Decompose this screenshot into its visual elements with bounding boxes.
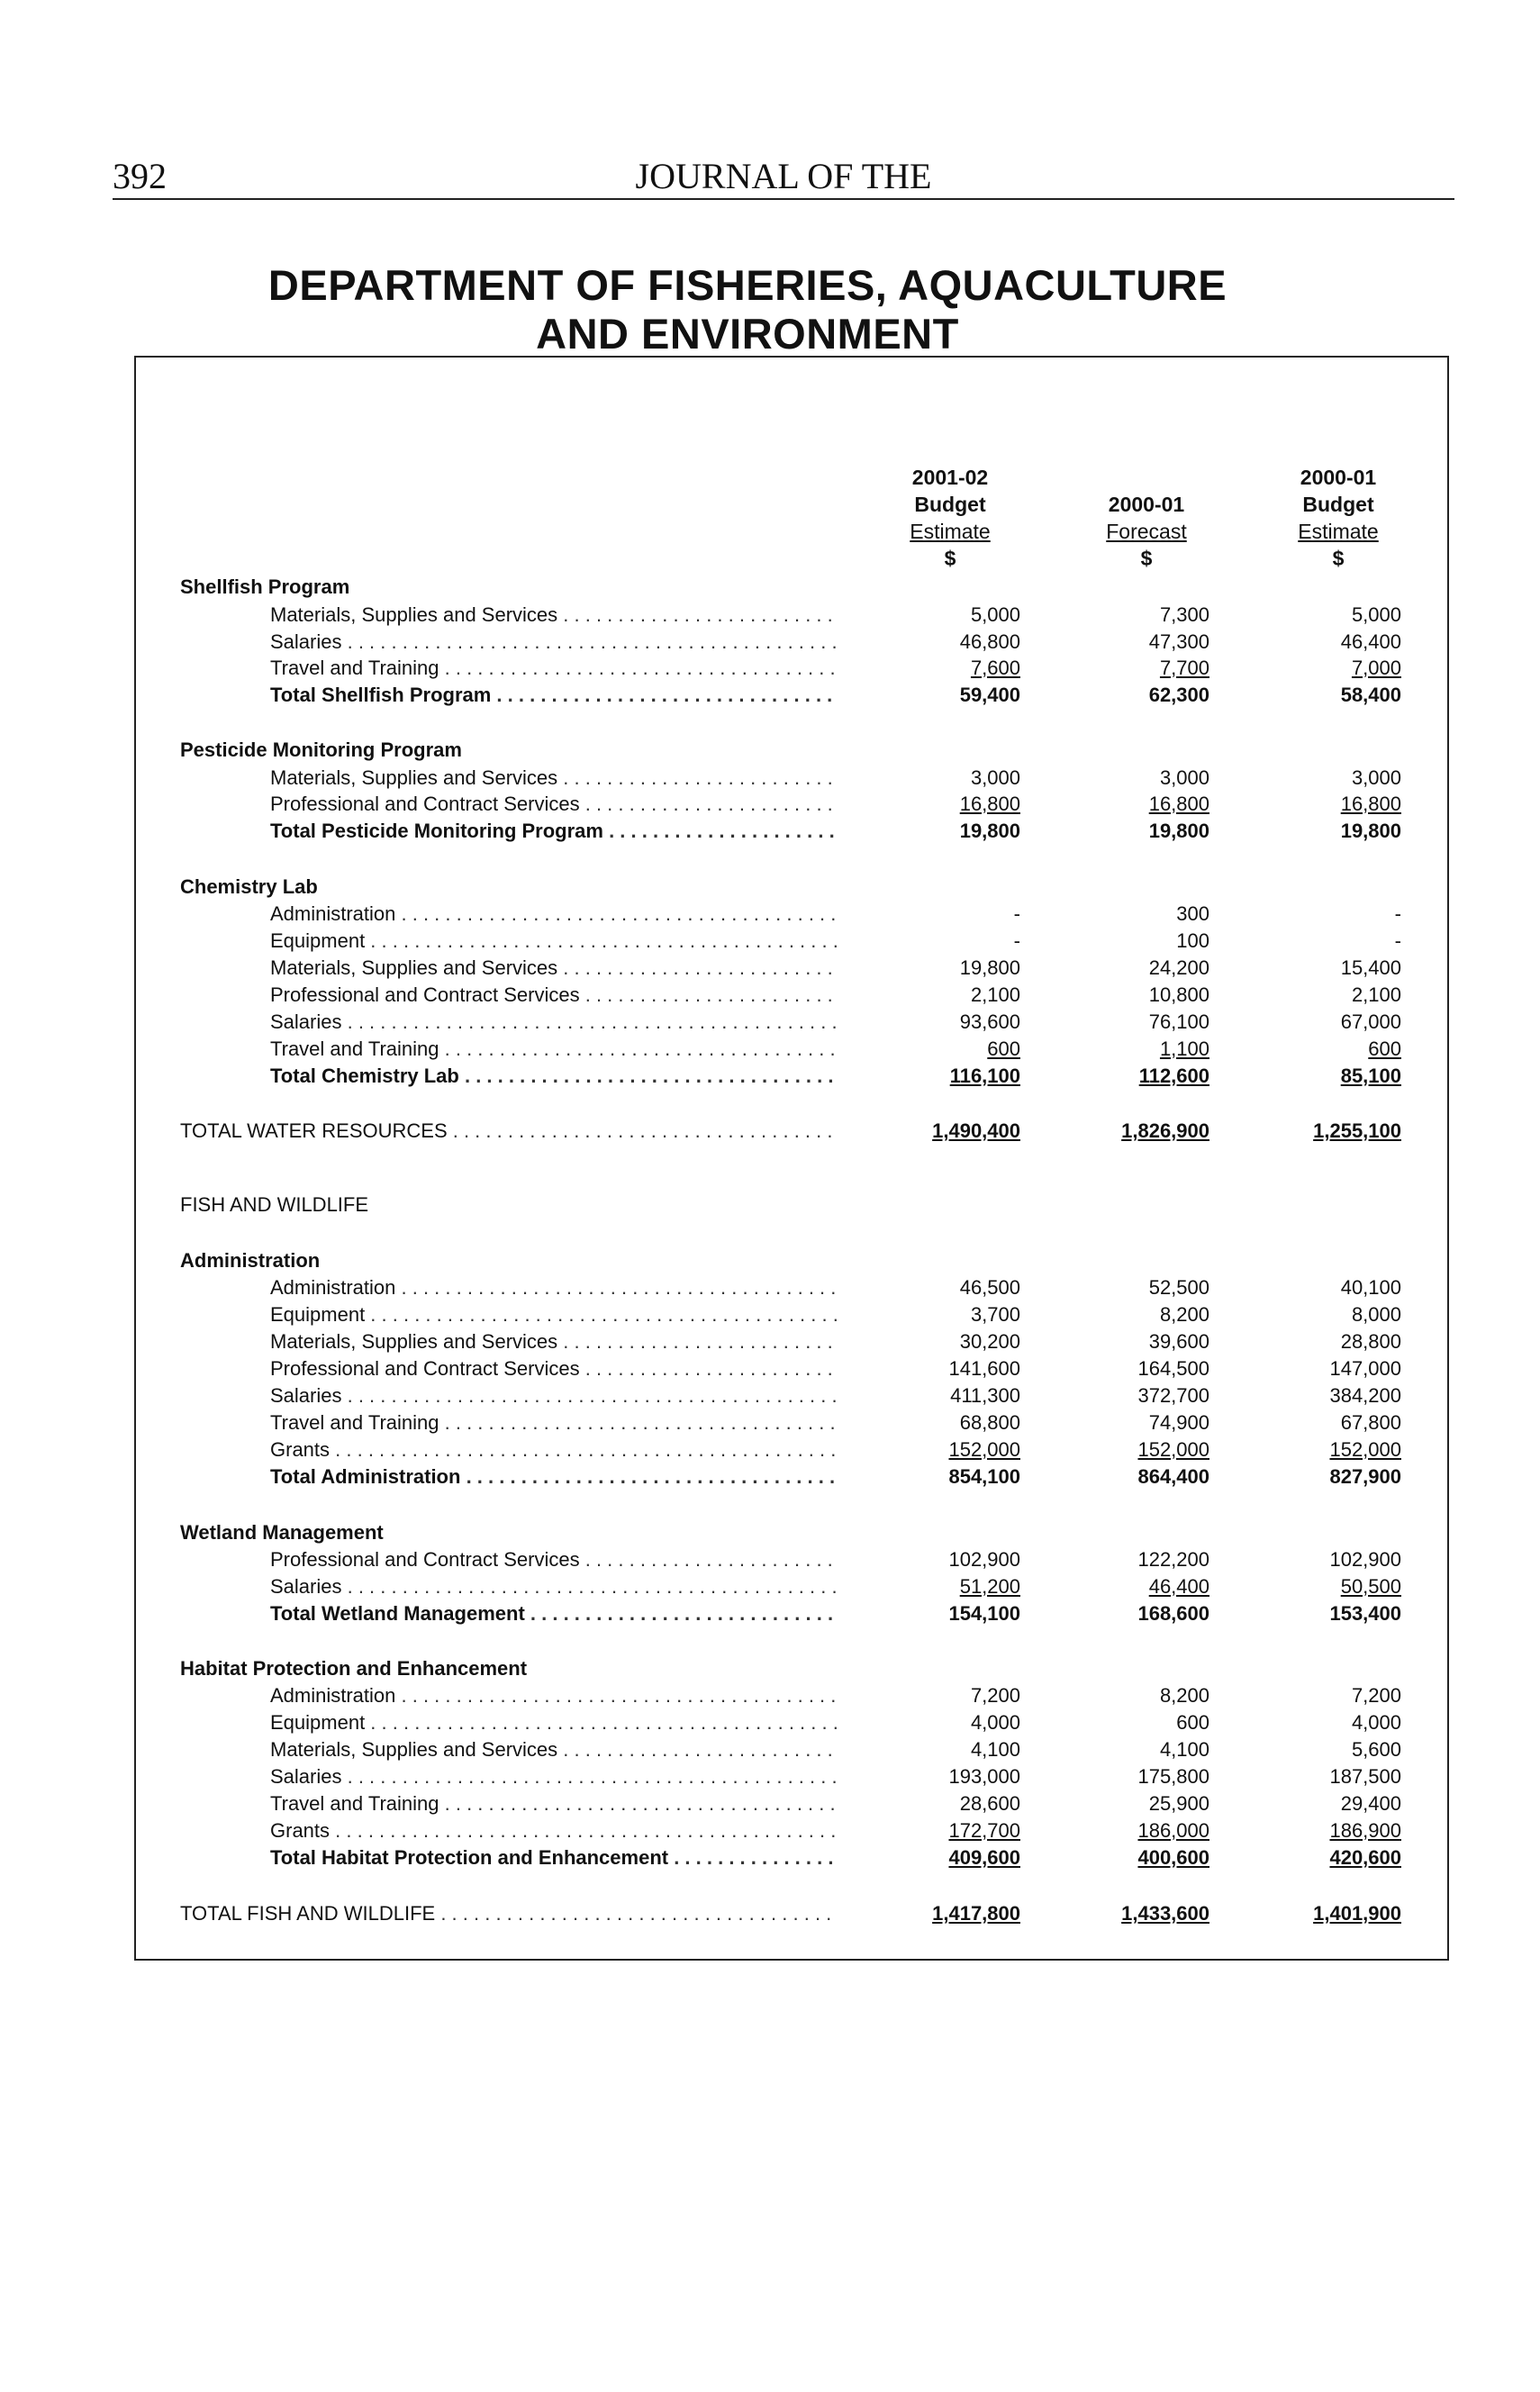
column-header-line: Budget [1302, 493, 1374, 516]
row-value: 102,900 [1329, 1548, 1401, 1571]
row-label: Professional and Contract Services . . . [270, 982, 838, 1009]
row-value: 112,600 [1138, 1065, 1209, 1087]
row-label: Salaries . . . [270, 1009, 838, 1036]
row-value: 3,700 [970, 1303, 1020, 1326]
column-header-currency: $ [1140, 547, 1153, 570]
row-value: 19,800 [1148, 820, 1209, 842]
table-row [0, 1355, 1540, 1382]
title-line-1: DEPARTMENT OF FISHERIES, AQUACULTURE [267, 261, 1227, 309]
row-value: 1,433,600 [1121, 1902, 1209, 1925]
table-row [0, 1274, 1540, 1301]
row-value: 46,500 [959, 1276, 1020, 1299]
row-value: 152,000 [948, 1438, 1020, 1461]
row-value: - [1013, 902, 1020, 925]
row-label: Travel and Training . . . [270, 1036, 838, 1063]
table-section-row [0, 737, 1540, 764]
table-row [0, 982, 1540, 1009]
row-label: Professional and Contract Services . . . [270, 1355, 838, 1382]
row-value: 25,900 [1148, 1792, 1209, 1815]
row-label: Salaries . . . [270, 1382, 838, 1409]
table-row [0, 1682, 1540, 1709]
column-header-2000-01-estimate [1248, 464, 1428, 572]
row-value: 400,600 [1137, 1846, 1209, 1869]
row-label: Administration . . . [270, 901, 838, 928]
title-line-2: AND ENVIRONMENT [536, 310, 959, 358]
column-header-line [1056, 464, 1237, 491]
row-label: Administration . . . [270, 1682, 838, 1709]
row-value: 62,300 [1148, 684, 1209, 706]
row-value: 384,200 [1329, 1384, 1401, 1407]
row-value: 15,400 [1340, 956, 1401, 979]
row-value: 7,300 [1159, 603, 1209, 626]
table-section-row [0, 874, 1540, 901]
row-value: 67,800 [1340, 1411, 1401, 1434]
row-label: TOTAL WATER RESOURCES . . . [180, 1118, 838, 1145]
row-label: FISH AND WILDLIFE [180, 1193, 369, 1216]
row-value: 40,100 [1340, 1276, 1401, 1299]
column-header-underlined: Estimate [910, 520, 991, 543]
row-value: 46,400 [1340, 630, 1401, 653]
row-label: Administration . . . [270, 1274, 838, 1301]
row-value: 1,401,900 [1313, 1902, 1401, 1925]
table-row [0, 1301, 1540, 1328]
table-row [0, 629, 1540, 656]
table-row [0, 955, 1540, 982]
row-value: 5,600 [1351, 1738, 1401, 1761]
row-label: Shellfish Program [180, 575, 350, 598]
row-value: 409,600 [948, 1846, 1020, 1869]
row-value: 85,100 [1340, 1065, 1401, 1087]
row-value: 68,800 [959, 1411, 1020, 1434]
row-label: Materials, Supplies and Services . . . [270, 765, 838, 792]
row-value: 4,100 [1159, 1738, 1209, 1761]
row-value: 122,200 [1137, 1548, 1209, 1571]
column-header-line: 2001-02 [911, 466, 989, 489]
row-label: Salaries . . . [270, 1573, 838, 1600]
row-value: - [1394, 929, 1401, 952]
row-value: 51,200 [959, 1575, 1020, 1598]
table-row [0, 1709, 1540, 1736]
row-value: 300 [1176, 902, 1209, 925]
row-value: 1,255,100 [1313, 1119, 1401, 1142]
row-value: 1,417,800 [932, 1902, 1020, 1925]
row-value: 28,600 [959, 1792, 1020, 1815]
row-label: Equipment . . . [270, 928, 838, 955]
table-section-row [0, 1519, 1540, 1546]
row-value: 93,600 [959, 1010, 1020, 1033]
row-value: 193,000 [948, 1765, 1020, 1788]
table-row [0, 1036, 1540, 1063]
row-label: Grants . . . [270, 1436, 838, 1463]
row-label: Salaries . . . [270, 1763, 838, 1790]
column-header-line [1056, 518, 1237, 545]
row-value: 864,400 [1137, 1465, 1209, 1488]
row-label: Total Habitat Protection and Enhancement . . . [270, 1844, 838, 1871]
row-value: 19,800 [959, 820, 1020, 842]
row-label: Total Pesticide Monitoring Program . . . [270, 818, 838, 845]
row-value: 52,500 [1148, 1276, 1209, 1299]
column-header-2001-02-estimate [860, 464, 1040, 572]
row-value: 19,800 [1340, 820, 1401, 842]
table-total-row [0, 1063, 1540, 1090]
row-label: Grants . . . [270, 1817, 838, 1844]
row-value: 600 [1176, 1711, 1209, 1734]
row-label: Materials, Supplies and Services . . . [270, 1736, 838, 1763]
row-value: 152,000 [1137, 1438, 1209, 1461]
row-value: 187,500 [1329, 1765, 1401, 1788]
row-value: 153,400 [1329, 1602, 1401, 1625]
table-total-row [0, 1600, 1540, 1627]
column-header-currency: $ [1332, 547, 1345, 570]
table-grand-total-row [0, 1118, 1540, 1145]
row-value: 8,200 [1159, 1303, 1209, 1326]
row-value: 186,900 [1329, 1819, 1401, 1842]
row-label: TOTAL FISH AND WILDLIFE . . . [180, 1900, 838, 1927]
row-value: 2,100 [1351, 983, 1401, 1006]
row-value: 5,000 [1351, 603, 1401, 626]
row-value: 1,490,400 [932, 1119, 1020, 1142]
table-row [0, 765, 1540, 792]
row-value: 102,900 [948, 1548, 1020, 1571]
row-label: Travel and Training . . . [270, 1409, 838, 1436]
row-label: Materials, Supplies and Services . . . [270, 1328, 838, 1355]
row-value: - [1013, 929, 1020, 952]
row-label: Administration [180, 1249, 321, 1272]
row-value: 58,400 [1340, 684, 1401, 706]
row-value: 46,400 [1148, 1575, 1209, 1598]
row-value: 8,200 [1159, 1684, 1209, 1707]
table-row [0, 1409, 1540, 1436]
row-label: Total Chemistry Lab . . . [270, 1063, 838, 1090]
page-title [162, 261, 1333, 358]
table-row [0, 655, 1540, 682]
row-label: Salaries . . . [270, 629, 838, 656]
table-row [0, 928, 1540, 955]
row-value: 7,200 [970, 1684, 1020, 1707]
row-label: Habitat Protection and Enhancement [180, 1657, 528, 1680]
row-value: 4,000 [970, 1711, 1020, 1734]
table-section-row [0, 574, 1540, 601]
row-label: Chemistry Lab [180, 875, 318, 898]
row-label: Total Shellfish Program . . . [270, 682, 838, 709]
row-value: 4,100 [970, 1738, 1020, 1761]
row-value: 5,000 [970, 603, 1020, 626]
row-value: 600 [1368, 1037, 1401, 1060]
page-number: 392 [113, 156, 167, 196]
row-value: 4,000 [1351, 1711, 1401, 1734]
table-row [0, 1436, 1540, 1463]
row-value: 7,200 [1351, 1684, 1401, 1707]
row-label: Total Wetland Management . . . [270, 1600, 838, 1627]
row-label: Pesticide Monitoring Program [180, 738, 462, 761]
page-header [113, 155, 1454, 200]
table-row [0, 1382, 1540, 1409]
row-value: 1,100 [1159, 1037, 1209, 1060]
row-value: 59,400 [959, 684, 1020, 706]
table-row [0, 1546, 1540, 1573]
row-value: 411,300 [950, 1384, 1020, 1407]
table-total-row [0, 1844, 1540, 1871]
row-value: 164,500 [1137, 1357, 1209, 1380]
row-value: 3,000 [1351, 766, 1401, 789]
row-value: 116,100 [949, 1065, 1020, 1087]
table-section-row [0, 1655, 1540, 1682]
row-value: 46,800 [959, 630, 1020, 653]
row-value: 10,800 [1148, 983, 1209, 1006]
row-label: Professional and Contract Services . . . [270, 791, 838, 818]
row-value: 19,800 [959, 956, 1020, 979]
table-row [0, 602, 1540, 629]
table-row [0, 1790, 1540, 1817]
table-row [0, 1573, 1540, 1600]
table-row [0, 1009, 1540, 1036]
column-header-underlined: Forecast [1106, 520, 1187, 543]
row-value: 141,600 [948, 1357, 1020, 1380]
row-value: 7,700 [1159, 657, 1209, 679]
row-value: 3,000 [1159, 766, 1209, 789]
row-value: 47,300 [1148, 630, 1209, 653]
row-label: Total Administration . . . [270, 1463, 838, 1490]
row-value: 152,000 [1329, 1438, 1401, 1461]
row-value: 16,800 [1148, 793, 1209, 815]
row-value: 30,200 [959, 1330, 1020, 1353]
table-row [0, 791, 1540, 818]
row-label: Equipment . . . [270, 1709, 838, 1736]
row-label: Travel and Training . . . [270, 1790, 838, 1817]
row-value: 168,600 [1137, 1602, 1209, 1625]
table-total-row [0, 818, 1540, 845]
table-row [0, 1763, 1540, 1790]
row-value: 7,600 [970, 657, 1020, 679]
row-value: 600 [987, 1037, 1020, 1060]
row-value: 39,600 [1148, 1330, 1209, 1353]
row-label: Equipment . . . [270, 1301, 838, 1328]
row-value: 1,826,900 [1121, 1119, 1209, 1142]
row-value: 175,800 [1137, 1765, 1209, 1788]
row-value: 74,900 [1148, 1411, 1209, 1434]
row-label: Professional and Contract Services . . . [270, 1546, 838, 1573]
row-value: 76,100 [1148, 1010, 1209, 1033]
table-total-row [0, 682, 1540, 709]
row-value: 3,000 [970, 766, 1020, 789]
row-value: 7,000 [1351, 657, 1401, 679]
row-value: 172,700 [948, 1819, 1020, 1842]
column-header-line: 2000-01 [1300, 466, 1377, 489]
row-value: 372,700 [1137, 1384, 1209, 1407]
row-label: Wetland Management [180, 1521, 384, 1544]
column-header-line [1248, 518, 1428, 545]
table-grand-total-row [0, 1900, 1540, 1927]
table-row [0, 1736, 1540, 1763]
table-total-row [0, 1463, 1540, 1490]
row-value: 854,100 [948, 1465, 1020, 1488]
column-header-line: Budget [914, 493, 986, 516]
column-header-underlined: Estimate [1298, 520, 1379, 543]
column-header-currency: $ [944, 547, 956, 570]
row-value: 16,800 [1340, 793, 1401, 815]
table-section-row [0, 1247, 1540, 1274]
row-value: 50,500 [1340, 1575, 1401, 1598]
row-value: 24,200 [1148, 956, 1209, 979]
table-row [0, 901, 1540, 928]
table-section-row [0, 1191, 1540, 1219]
row-value: 8,000 [1351, 1303, 1401, 1326]
row-value: - [1394, 902, 1401, 925]
row-value: 16,800 [959, 793, 1020, 815]
row-value: 2,100 [970, 983, 1020, 1006]
row-value: 147,000 [1329, 1357, 1401, 1380]
row-value: 28,800 [1340, 1330, 1401, 1353]
column-header-line [860, 518, 1040, 545]
column-header-2000-01-forecast [1056, 464, 1237, 572]
row-label: Travel and Training . . . [270, 655, 838, 682]
row-label: Materials, Supplies and Services . . . [270, 955, 838, 982]
table-row [0, 1328, 1540, 1355]
row-value: 186,000 [1137, 1819, 1209, 1842]
row-value: 420,600 [1329, 1846, 1401, 1869]
row-value: 154,100 [948, 1602, 1020, 1625]
row-label: Materials, Supplies and Services . . . [270, 602, 838, 629]
journal-title: JOURNAL OF THE [635, 156, 932, 196]
column-header-line: 2000-01 [1108, 493, 1185, 516]
table-row [0, 1817, 1540, 1844]
row-value: 29,400 [1340, 1792, 1401, 1815]
row-value: 827,900 [1329, 1465, 1401, 1488]
row-value: 67,000 [1340, 1010, 1401, 1033]
row-value: 100 [1176, 929, 1209, 952]
